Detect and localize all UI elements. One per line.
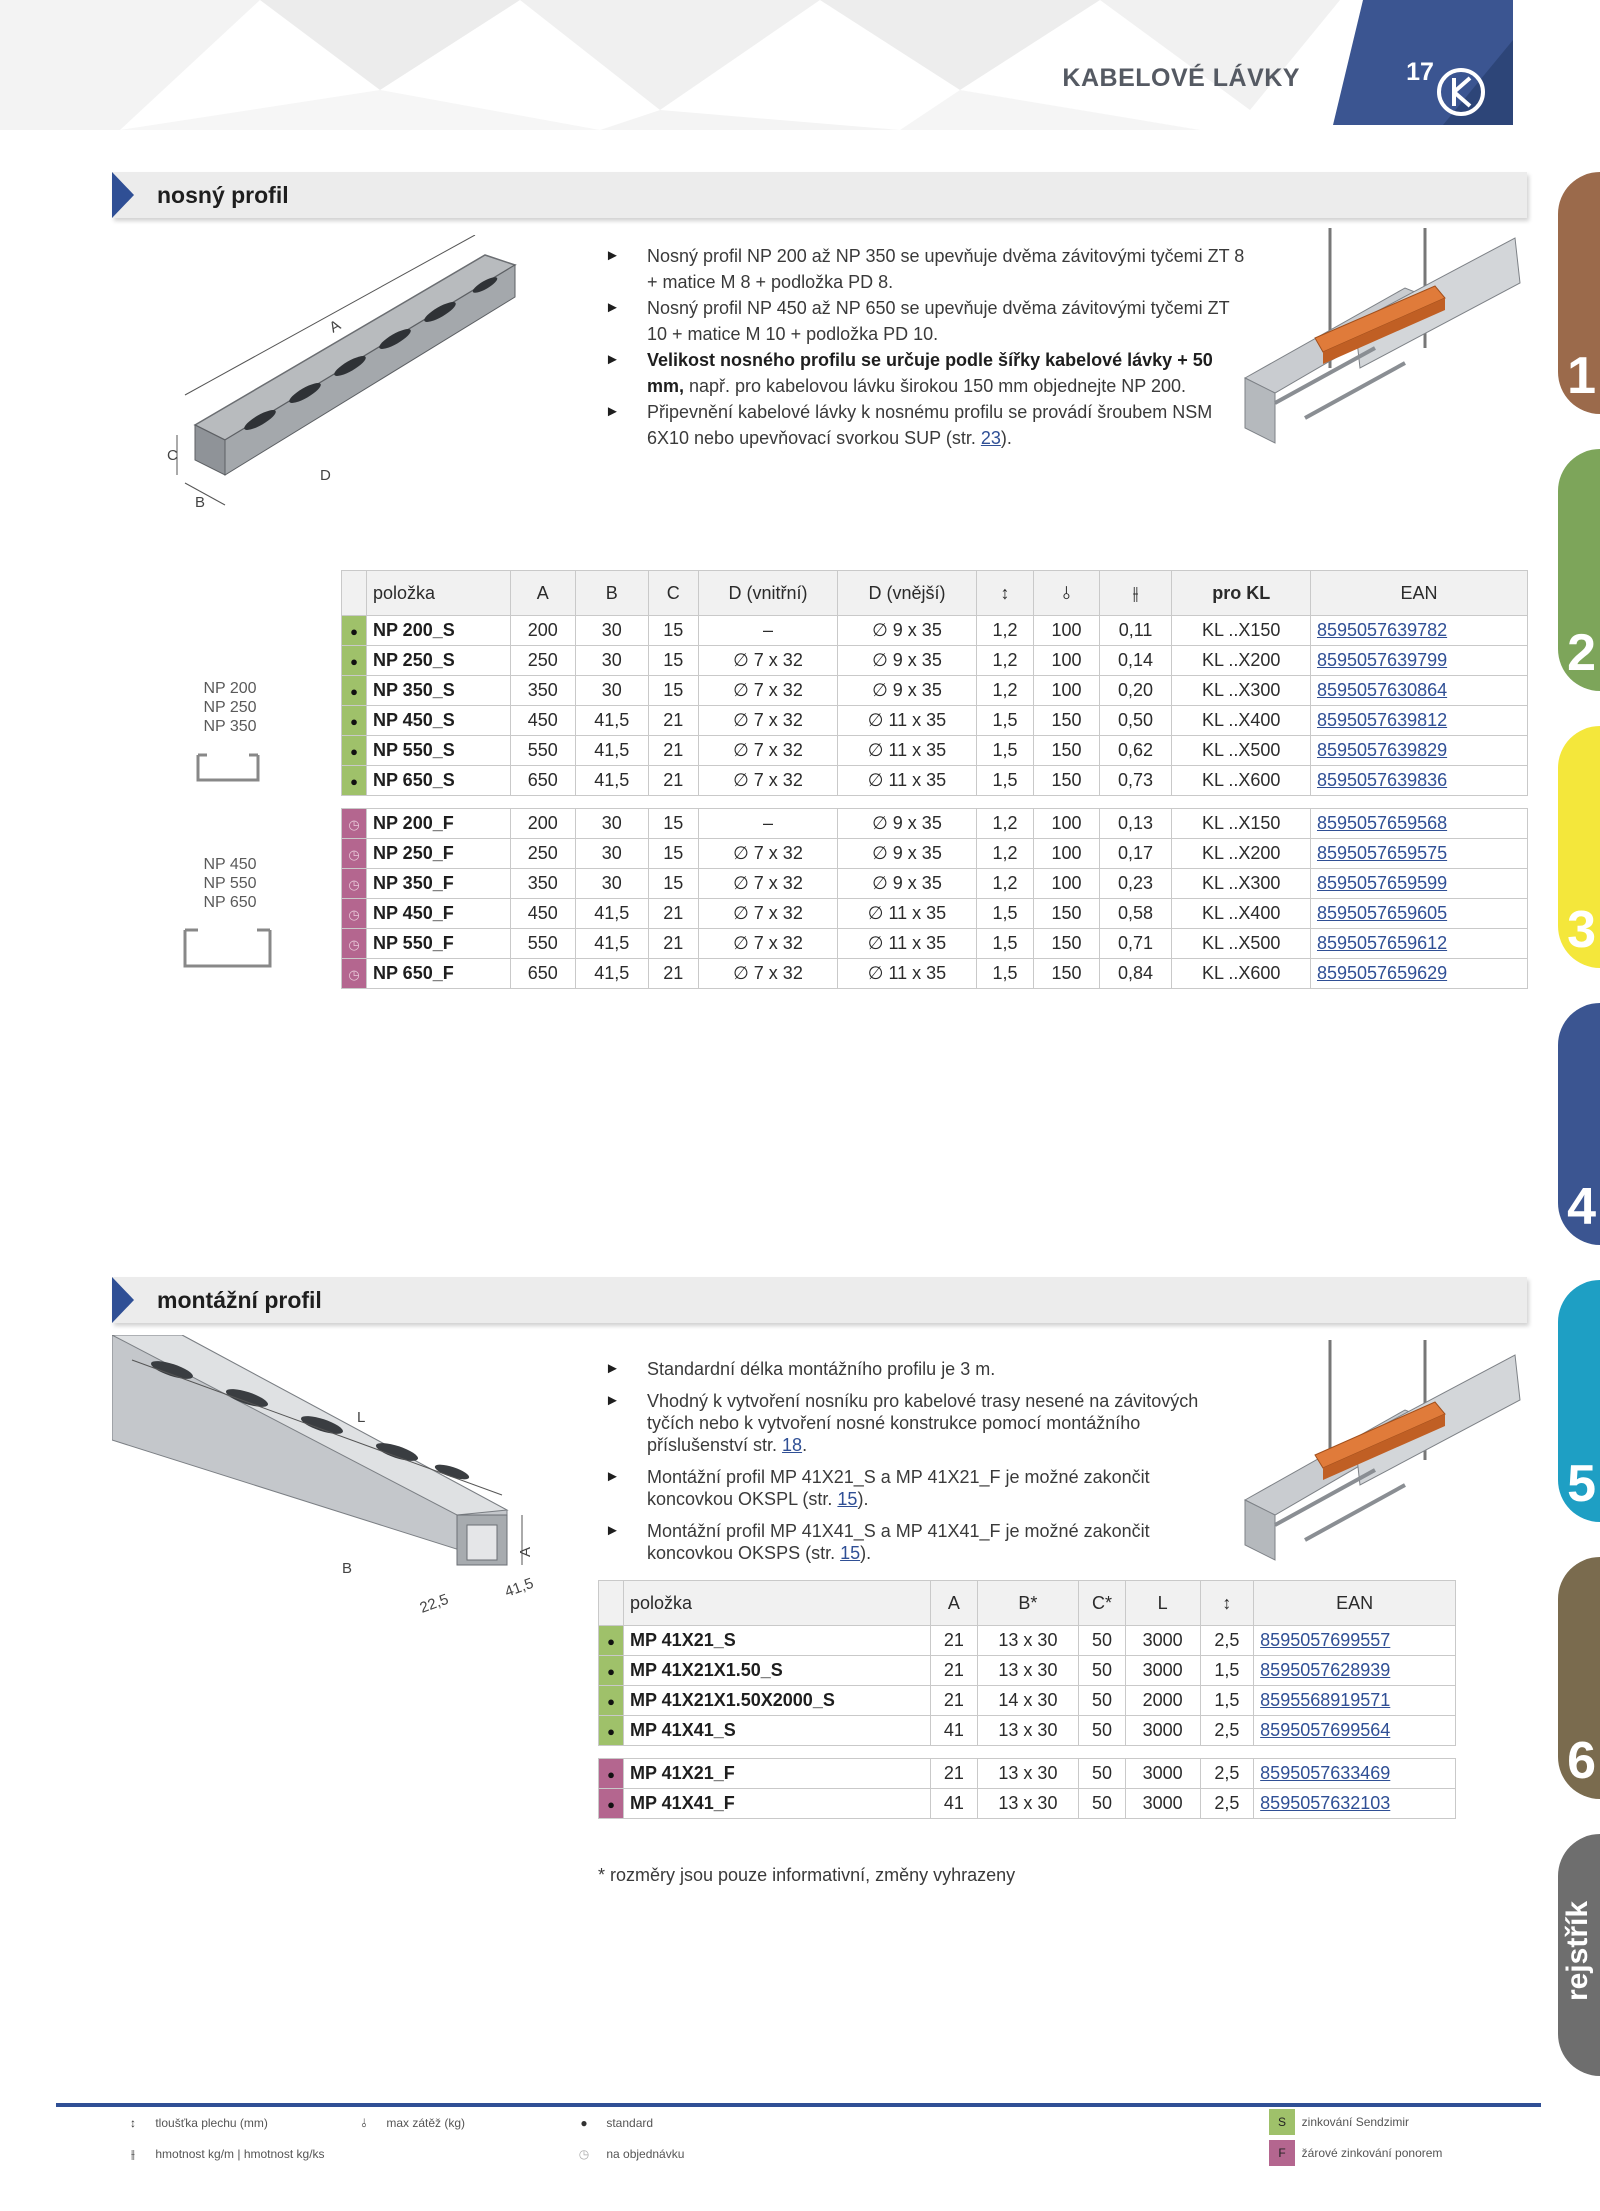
table-cell: 0,84 xyxy=(1099,959,1172,989)
chapter-tab-label: rejstřík xyxy=(1561,1900,1594,2002)
table-cell: 1,5 xyxy=(1200,1656,1254,1686)
item-code: NP 250_S xyxy=(367,646,511,676)
item-code: MP 41X41_F xyxy=(624,1789,931,1819)
table-cell: 41 xyxy=(931,1716,978,1746)
page-link[interactable]: 23 xyxy=(980,428,1001,448)
order-mark-icon: ◷ xyxy=(342,929,367,959)
dimension-label-c: C xyxy=(167,447,178,464)
section-header-nosny-profil xyxy=(112,172,1527,218)
chapter-tab-3[interactable] xyxy=(1558,726,1600,968)
table-cell: 0,62 xyxy=(1099,736,1172,766)
order-mark-icon: ● xyxy=(599,1759,624,1789)
table-cell: 13 x 30 xyxy=(977,1626,1079,1656)
order-mark-icon: ◷ xyxy=(342,959,367,989)
ean-link[interactable]: 8595057659599 xyxy=(1310,869,1527,899)
table-cell: 1,2 xyxy=(976,646,1034,676)
table-cell: 30 xyxy=(575,869,648,899)
table-cell: 100 xyxy=(1034,646,1099,676)
table-cell: 150 xyxy=(1034,736,1099,766)
page-number: 17 xyxy=(1406,58,1434,86)
table-cell: 1,2 xyxy=(976,869,1034,899)
item-code: MP 41X21_F xyxy=(624,1759,931,1789)
profile-section-f-icon xyxy=(180,922,275,972)
table-cell: 350 xyxy=(510,676,575,706)
table-cell: 15 xyxy=(648,616,698,646)
table-cell: 1,2 xyxy=(976,676,1034,706)
dimension-label-l: L xyxy=(357,1409,366,1426)
ean-link[interactable]: 8595057659612 xyxy=(1310,929,1527,959)
table-cell: 2000 xyxy=(1125,1686,1200,1716)
table-cell: 2,5 xyxy=(1200,1759,1254,1789)
item-code: NP 200_F xyxy=(367,809,511,839)
section-arrow-icon xyxy=(112,1277,134,1323)
item-code: NP 350_S xyxy=(367,676,511,706)
chapter-tab-6[interactable] xyxy=(1558,1557,1600,1799)
table-cell: 14 x 30 xyxy=(977,1686,1079,1716)
table-cell: KL ..X200 xyxy=(1172,839,1311,869)
table-row xyxy=(342,766,1528,796)
table-cell: 30 xyxy=(575,809,648,839)
table-cell: 150 xyxy=(1034,959,1099,989)
order-mark-icon: ◷ xyxy=(342,839,367,869)
table-cell: 15 xyxy=(648,839,698,869)
dimension-label-width-2: 41,5 xyxy=(502,1574,536,1601)
table-row xyxy=(342,869,1528,899)
ean-link[interactable]: 8595057632103 xyxy=(1254,1789,1456,1819)
table-cell: 150 xyxy=(1034,899,1099,929)
table-cell: 41,5 xyxy=(575,736,648,766)
ean-link[interactable]: 8595057639836 xyxy=(1310,766,1527,796)
bullet-item: ► Velikost nosného profilu se určuje podle šířky kabelové lávky + 50 mm, např. pro kabelovou lávku širokou 150 mm objednejte NP 200. xyxy=(605,350,1213,396)
table-row xyxy=(342,929,1528,959)
table-cell: ∅ 9 x 35 xyxy=(838,839,977,869)
section-title: montážní profil xyxy=(157,1287,322,1313)
support-profile-table xyxy=(341,570,1528,989)
ean-link[interactable]: 8595057630864 xyxy=(1310,676,1527,706)
table-cell: 21 xyxy=(931,1686,978,1716)
support-profile-drawing xyxy=(155,235,535,535)
table-cell: ∅ 7 x 32 xyxy=(698,929,837,959)
dimension-label-b: B xyxy=(195,494,206,511)
section-header-montazni-profil xyxy=(112,1277,1527,1323)
dimension-label-d: D xyxy=(320,467,331,484)
table-cell: 41,5 xyxy=(575,706,648,736)
item-code: NP 350_F xyxy=(367,869,511,899)
table-cell: 100 xyxy=(1034,676,1099,706)
item-code: NP 550_S xyxy=(367,736,511,766)
table-cell: 250 xyxy=(510,646,575,676)
dimension-label-width-1: 22,5 xyxy=(417,1590,451,1617)
column-header: A xyxy=(510,571,575,616)
bullet-item: ► Připevnění kabelové lávky k nosnému profilu se provádí šroubem NSM 6X10 nebo upevňovací svorkou SUP (str. 23). xyxy=(605,402,1213,448)
table-cell: 0,14 xyxy=(1099,646,1172,676)
table-cell: 21 xyxy=(931,1759,978,1789)
table-cell: KL ..X150 xyxy=(1172,616,1311,646)
table-cell: 15 xyxy=(648,646,698,676)
section-arrow-icon xyxy=(112,172,134,218)
item-code: NP 450_F xyxy=(367,899,511,929)
table-cell: ∅ 9 x 35 xyxy=(838,809,977,839)
table-cell: 0,73 xyxy=(1099,766,1172,796)
weight-icon: ⫲ xyxy=(1099,571,1172,616)
table-cell: 0,23 xyxy=(1099,869,1172,899)
table-cell: ∅ 11 x 35 xyxy=(838,736,977,766)
ean-link[interactable]: 8595057639799 xyxy=(1310,646,1527,676)
table-cell: KL ..X500 xyxy=(1172,929,1311,959)
column-header: D (vnitřní) xyxy=(698,571,837,616)
item-code: MP 41X21_S xyxy=(624,1626,931,1656)
table-cell: 41,5 xyxy=(575,959,648,989)
table-cell: 100 xyxy=(1034,869,1099,899)
table-header-row xyxy=(342,571,1528,616)
standard-mark-icon: ● xyxy=(342,706,367,736)
table-cell: 1,5 xyxy=(976,929,1034,959)
table-cell: ∅ 11 x 35 xyxy=(838,706,977,736)
catalog-title: KABELOVÉ LÁVKY xyxy=(1062,64,1300,92)
column-header: položka xyxy=(367,571,511,616)
order-mark-icon: ◷ xyxy=(342,899,367,929)
table-cell: 50 xyxy=(1079,1789,1126,1819)
table-cell: 3000 xyxy=(1125,1716,1200,1746)
table-cell: 3000 xyxy=(1125,1789,1200,1819)
chapter-tab-label: 4 xyxy=(1567,1178,1596,1236)
bullet-item: ► Nosný profil NP 450 až NP 650 se upevňuje dvěma závitovými tyčemi ZT 10 + matice M 10 + podložka PD 10. xyxy=(605,298,1230,344)
bullet-item: ► Vhodný k vytvoření nosníku pro kabelové trasy nesené na závitových tyčích nebo k vytvoření nosné konstrukce pomocí montážního příslušenství str. 18. xyxy=(605,1391,1199,1455)
table-cell: KL ..X300 xyxy=(1172,676,1311,706)
table-cell: 0,11 xyxy=(1099,616,1172,646)
table-cell: 100 xyxy=(1034,616,1099,646)
table-cell: KL ..X600 xyxy=(1172,959,1311,989)
ean-link[interactable]: 8595057659605 xyxy=(1310,899,1527,929)
table-cell: 1,5 xyxy=(976,736,1034,766)
mounting-profile-table xyxy=(598,1580,1456,1819)
legend-sendzimir: S zinkování Sendzimir xyxy=(1269,2109,1409,2135)
legend-thickness: ↕ tloušťka plechu (mm) xyxy=(130,2116,268,2130)
table-cell: 200 xyxy=(510,809,575,839)
legend-hot-dip: F žárové zinkování ponorem xyxy=(1269,2140,1442,2166)
standard-mark-icon: ● xyxy=(342,766,367,796)
table-cell: 0,20 xyxy=(1099,676,1172,706)
table-cell: 1,5 xyxy=(976,959,1034,989)
legend-on-order: ◷ na objednávku xyxy=(578,2147,685,2161)
table-cell: 30 xyxy=(575,839,648,869)
ean-link[interactable]: 8595057659629 xyxy=(1310,959,1527,989)
column-header: pro KL xyxy=(1172,571,1311,616)
ean-link[interactable]: 8595568919571 xyxy=(1254,1686,1456,1716)
table-cell: 50 xyxy=(1079,1626,1126,1656)
table-cell: 15 xyxy=(648,809,698,839)
thickness-icon: ↕ xyxy=(1200,1581,1254,1626)
table-cell: 13 x 30 xyxy=(977,1789,1079,1819)
table-cell: 1,2 xyxy=(976,809,1034,839)
standard-mark-icon: ● xyxy=(599,1716,624,1746)
section-title: nosný profil xyxy=(157,182,289,208)
dimension-label-a: A xyxy=(326,316,344,337)
table-cell: ∅ 7 x 32 xyxy=(698,646,837,676)
chapter-tab-label: 3 xyxy=(1567,901,1596,959)
order-mark-icon: ◷ xyxy=(342,809,367,839)
support-profile-bullets xyxy=(605,243,1245,451)
table-cell: 650 xyxy=(510,959,575,989)
column-header: D (vnější) xyxy=(838,571,977,616)
table-cell: ∅ 7 x 32 xyxy=(698,706,837,736)
legend-max-load: ⫰ max zátěž (kg) xyxy=(361,2116,466,2130)
column-header: B* xyxy=(977,1581,1079,1626)
table-cell: 100 xyxy=(1034,839,1099,869)
column-header: C* xyxy=(1079,1581,1126,1626)
table-cell: ∅ 7 x 32 xyxy=(698,869,837,899)
table-cell: 3000 xyxy=(1125,1656,1200,1686)
table-row xyxy=(342,839,1528,869)
bullet-item: ► Montážní profil MP 41X41_S a MP 41X41_F je možné zakončit koncovkou OKSPS (str. 15). xyxy=(605,1521,1150,1563)
item-code: NP 250_F xyxy=(367,839,511,869)
chapter-tab-1[interactable] xyxy=(1558,172,1600,414)
standard-mark-icon: ● xyxy=(599,1656,624,1686)
table-cell: 3000 xyxy=(1125,1626,1200,1656)
standard-mark-icon: ● xyxy=(342,736,367,766)
column-header: L xyxy=(1125,1581,1200,1626)
table-cell: 21 xyxy=(648,736,698,766)
column-header: EAN xyxy=(1310,571,1527,616)
table-cell: 0,50 xyxy=(1099,706,1172,736)
table-cell: 150 xyxy=(1034,766,1099,796)
ean-link[interactable]: 8595057633469 xyxy=(1254,1759,1456,1789)
table-cell: 100 xyxy=(1034,809,1099,839)
ean-link[interactable]: 8595057659568 xyxy=(1310,809,1527,839)
table-cell: 2,5 xyxy=(1200,1626,1254,1656)
table-cell: ∅ 7 x 32 xyxy=(698,959,837,989)
table-cell: 41 xyxy=(931,1789,978,1819)
table-row xyxy=(342,736,1528,766)
footnote: * rozměry jsou pouze informativní, změny vyhrazeny xyxy=(598,1865,1016,1885)
item-code: MP 41X21X1.50X2000_S xyxy=(624,1686,931,1716)
table-row xyxy=(342,646,1528,676)
table-cell: 30 xyxy=(575,616,648,646)
table-cell: KL ..X600 xyxy=(1172,766,1311,796)
item-code: MP 41X21X1.50_S xyxy=(624,1656,931,1686)
table-cell: ∅ 7 x 32 xyxy=(698,676,837,706)
table-cell: 1,5 xyxy=(976,706,1034,736)
table-cell: 3000 xyxy=(1125,1759,1200,1789)
item-code: NP 550_F xyxy=(367,929,511,959)
table-row xyxy=(342,959,1528,989)
ean-link[interactable]: 8595057659575 xyxy=(1310,839,1527,869)
table-cell: 200 xyxy=(510,616,575,646)
item-code: MP 41X41_S xyxy=(624,1716,931,1746)
table-cell: 13 x 30 xyxy=(977,1656,1079,1686)
table-cell: 0,13 xyxy=(1099,809,1172,839)
cable-tray-mounting-illustration xyxy=(1235,1340,1525,1570)
table-cell: 1,2 xyxy=(976,616,1034,646)
cable-tray-illustration xyxy=(1235,228,1525,458)
table-cell: 50 xyxy=(1079,1759,1126,1789)
table-cell: ∅ 9 x 35 xyxy=(838,869,977,899)
table-cell: 1,2 xyxy=(976,839,1034,869)
ean-link[interactable]: 8595057639829 xyxy=(1310,736,1527,766)
table-row xyxy=(342,676,1528,706)
page-link[interactable]: 15 xyxy=(837,1489,858,1509)
table-row xyxy=(342,616,1528,646)
profile-group-s-label: NP 200 NP 250 NP 350 xyxy=(203,680,257,735)
item-code: NP 200_S xyxy=(367,616,511,646)
standard-mark-icon: ● xyxy=(599,1686,624,1716)
table-cell: – xyxy=(698,616,837,646)
table-cell: 2,5 xyxy=(1200,1716,1254,1746)
table-cell: 21 xyxy=(648,899,698,929)
table-cell: KL ..X200 xyxy=(1172,646,1311,676)
table-cell: 0,71 xyxy=(1099,929,1172,959)
table-cell: KL ..X400 xyxy=(1172,706,1311,736)
column-header-mark xyxy=(342,571,367,616)
dimension-label-b: B xyxy=(342,1560,353,1577)
table-cell: ∅ 11 x 35 xyxy=(838,959,977,989)
table-cell: 150 xyxy=(1034,929,1099,959)
table-cell: 30 xyxy=(575,646,648,676)
table-cell: KL ..X150 xyxy=(1172,809,1311,839)
page-link[interactable]: 15 xyxy=(840,1543,861,1563)
table-cell: KL ..X500 xyxy=(1172,736,1311,766)
table-cell: ∅ 9 x 35 xyxy=(838,676,977,706)
table-cell: 41,5 xyxy=(575,766,648,796)
table-cell: 0,58 xyxy=(1099,899,1172,929)
chapter-tab-label: 1 xyxy=(1567,347,1596,405)
table-cell: 15 xyxy=(648,869,698,899)
chapter-tab-4[interactable] xyxy=(1558,1003,1600,1245)
chapter-tab-label: 2 xyxy=(1567,624,1596,682)
table-cell: 41,5 xyxy=(575,929,648,959)
column-header: A xyxy=(931,1581,978,1626)
legend-weight: ⫲ hmotnost kg/m | hmotnost kg/ks xyxy=(131,2147,325,2161)
table-cell: ∅ 9 x 35 xyxy=(838,616,977,646)
ean-link[interactable]: 8595057699557 xyxy=(1254,1626,1456,1656)
table-cell: ∅ 11 x 35 xyxy=(838,766,977,796)
table-cell: 50 xyxy=(1079,1716,1126,1746)
table-cell: 21 xyxy=(648,706,698,736)
table-cell: 550 xyxy=(510,929,575,959)
ean-link[interactable]: 8595057639812 xyxy=(1310,706,1527,736)
table-cell: 150 xyxy=(1034,706,1099,736)
table-cell: 0,17 xyxy=(1099,839,1172,869)
table-cell: 1,5 xyxy=(1200,1686,1254,1716)
standard-mark-icon: ● xyxy=(599,1626,624,1656)
max-load-icon: ⫰ xyxy=(1034,571,1099,616)
table-cell: 450 xyxy=(510,899,575,929)
table-cell: 21 xyxy=(648,766,698,796)
table-row xyxy=(599,1716,1456,1746)
table-cell: 21 xyxy=(931,1656,978,1686)
table-cell: ∅ 11 x 35 xyxy=(838,899,977,929)
standard-mark-icon: ● xyxy=(342,646,367,676)
chapter-tab-5[interactable] xyxy=(1558,1280,1600,1522)
table-cell: – xyxy=(698,809,837,839)
table-cell: 13 x 30 xyxy=(977,1759,1079,1789)
ean-link[interactable]: 8595057628939 xyxy=(1254,1656,1456,1686)
bullet-item: ► Nosný profil NP 200 až NP 350 se upevňuje dvěma závitovými tyčemi ZT 8 + matice M 8 + podložka PD 8. xyxy=(605,246,1245,292)
table-header-row xyxy=(599,1581,1456,1626)
standard-mark-icon: ● xyxy=(342,616,367,646)
table-cell: ∅ 7 x 32 xyxy=(698,839,837,869)
table-row xyxy=(342,899,1528,929)
table-cell: 41,5 xyxy=(575,899,648,929)
column-header: položka xyxy=(624,1581,931,1626)
table-cell: 50 xyxy=(1079,1686,1126,1716)
page-link[interactable]: 18 xyxy=(782,1435,803,1455)
chapter-tab-2[interactable] xyxy=(1558,449,1600,691)
item-code: NP 650_S xyxy=(367,766,511,796)
table-cell: 21 xyxy=(931,1626,978,1656)
chapter-tab-7[interactable] xyxy=(1558,1834,1600,2076)
column-header: C xyxy=(648,571,698,616)
order-mark-icon: ● xyxy=(599,1789,624,1819)
table-cell: ∅ 7 x 32 xyxy=(698,766,837,796)
table-cell: 350 xyxy=(510,869,575,899)
profile-section-s-icon xyxy=(193,750,263,785)
table-row xyxy=(599,1759,1456,1789)
table-row xyxy=(599,1656,1456,1686)
ean-link[interactable]: 8595057699564 xyxy=(1254,1716,1456,1746)
table-row xyxy=(342,706,1528,736)
standard-mark-icon: ● xyxy=(342,676,367,706)
table-cell: 50 xyxy=(1079,1656,1126,1686)
table-cell: 21 xyxy=(648,959,698,989)
dimension-label-a: A xyxy=(517,1546,534,1557)
bullet-item: ► Montážní profil MP 41X21_S a MP 41X21_F je možné zakončit koncovkou OKSPL (str. 15). xyxy=(605,1467,1150,1509)
table-cell: ∅ 9 x 35 xyxy=(838,646,977,676)
table-cell: ∅ 7 x 32 xyxy=(698,736,837,766)
table-cell: 250 xyxy=(510,839,575,869)
table-cell: 13 x 30 xyxy=(977,1716,1079,1746)
table-cell: 21 xyxy=(648,929,698,959)
column-header: B xyxy=(575,571,648,616)
column-header: EAN xyxy=(1254,1581,1456,1626)
mounting-profile-bullets xyxy=(605,1358,1225,1564)
item-code: NP 650_F xyxy=(367,959,511,989)
table-cell: 30 xyxy=(575,676,648,706)
item-code: NP 450_S xyxy=(367,706,511,736)
profile-group-f-label: NP 450 NP 550 NP 650 xyxy=(203,856,257,911)
table-row xyxy=(599,1626,1456,1656)
chapter-tab-label: 6 xyxy=(1567,1732,1596,1790)
mounting-profile-drawing xyxy=(112,1335,562,1635)
table-cell: 1,5 xyxy=(976,899,1034,929)
thickness-icon: ↕ xyxy=(976,571,1034,616)
table-row xyxy=(342,809,1528,839)
order-mark-icon: ◷ xyxy=(342,869,367,899)
table-cell: ∅ 11 x 35 xyxy=(838,929,977,959)
legend-standard: ● standard xyxy=(580,2116,654,2130)
footer-divider xyxy=(56,2103,1541,2107)
ean-link[interactable]: 8595057639782 xyxy=(1310,616,1527,646)
table-cell: 550 xyxy=(510,736,575,766)
table-cell: 650 xyxy=(510,766,575,796)
column-header-mark xyxy=(599,1581,624,1626)
table-row xyxy=(599,1789,1456,1819)
table-cell: 1,5 xyxy=(976,766,1034,796)
table-cell: 2,5 xyxy=(1200,1789,1254,1819)
bullet-item: ► Standardní délka montážního profilu je 3 m. xyxy=(605,1359,996,1379)
table-cell: KL ..X300 xyxy=(1172,869,1311,899)
table-cell: ∅ 7 x 32 xyxy=(698,899,837,929)
chapter-tab-label: 5 xyxy=(1567,1455,1596,1513)
table-row xyxy=(599,1686,1456,1716)
table-cell: 15 xyxy=(648,676,698,706)
table-cell: KL ..X400 xyxy=(1172,899,1311,929)
table-cell: 450 xyxy=(510,706,575,736)
